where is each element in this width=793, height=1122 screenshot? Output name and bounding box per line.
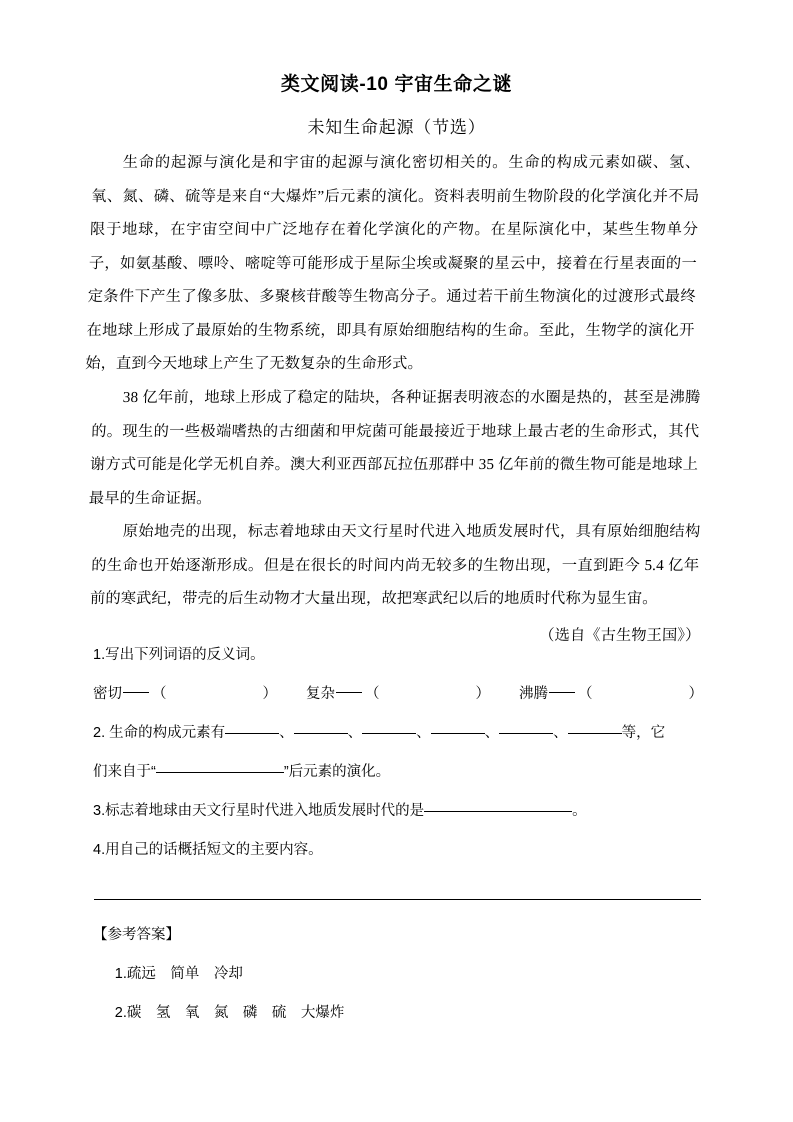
question-2-separator: 、 bbox=[279, 725, 294, 741]
questions-section bbox=[93, 636, 703, 870]
question-2-blank-1[interactable] bbox=[225, 733, 279, 734]
page-title: 类文阅读-10 宇宙生命之谜 bbox=[280, 74, 513, 95]
question-2-blank-5[interactable] bbox=[499, 733, 553, 734]
question-2-separator: 、 bbox=[347, 725, 363, 741]
antonym-paren-close-1: ） bbox=[262, 686, 277, 702]
answers-heading: 【参考答案】 bbox=[93, 927, 180, 943]
question-2-blank-6[interactable] bbox=[568, 733, 622, 734]
question-3 bbox=[93, 792, 703, 831]
question-2-blank-2[interactable] bbox=[294, 733, 348, 734]
question-1 bbox=[93, 636, 703, 675]
antonym-word-1: 密切 bbox=[93, 686, 122, 702]
question-2-line2-suffix: ”后元素的演化。 bbox=[283, 764, 391, 780]
question-2-line2-prefix: 们来自于“ bbox=[93, 764, 156, 780]
question-3-tail: 。 bbox=[572, 803, 587, 819]
question-4 bbox=[93, 831, 703, 870]
antonym-paren-open-1: （ bbox=[152, 686, 167, 702]
antonym-paren-open-2: （ bbox=[365, 686, 380, 702]
question-2-separator: 、 bbox=[416, 725, 431, 741]
antonym-word-2: 复杂 bbox=[306, 686, 335, 702]
question-2-line-2 bbox=[93, 753, 703, 792]
question-4-number: 4. bbox=[93, 842, 106, 858]
dash-connector-icon bbox=[549, 692, 575, 693]
answers-section bbox=[93, 916, 703, 1033]
article-body bbox=[85, 146, 701, 653]
section-divider bbox=[94, 899, 701, 900]
question-1-text: 写出下列词语的反义词。 bbox=[105, 647, 265, 663]
dash-connector-icon bbox=[123, 692, 149, 693]
question-3-blank[interactable] bbox=[424, 811, 572, 812]
article-subtitle: 未知生命起源（节选） bbox=[307, 118, 486, 137]
question-1-answer-row bbox=[93, 675, 703, 714]
question-2-number: 2. bbox=[93, 725, 106, 741]
question-3-number: 3. bbox=[93, 803, 106, 819]
question-1-number: 1. bbox=[93, 647, 106, 663]
dash-connector-icon bbox=[336, 692, 362, 693]
antonym-paren-close-3: ） bbox=[688, 686, 703, 702]
answer-item-1: 1.疏远 简单 冷却 bbox=[114, 966, 243, 982]
question-4-text: 用自己的话概括短文的主要内容。 bbox=[105, 842, 323, 858]
article-paragraph: 生命的起源与演化是和宇宙的起源与演化密切相关的。生命的构成元素如碳、氢、氧、氮、磷、硫等是来自“大爆炸”后元素的演化。资料表明前生物阶段的化学演化并不局限于地球，在宇宙空间中广泛地存在着化学演化的产物。在星际演化中，某些生物单分子，如氨基酸、嘌呤、嘧啶等可能形成于星际尘埃或凝聚的星云中，接着在行星表面的一定条件下产生了像多肽、多聚核苷酸等生物高分子。通过若干前生物演化的过渡形式最终在地球上形成了最原始的生物系统，即具有原始细胞结构的生命。至此，生物学的演化开始，直到今天地球上产生了无数复杂的生命形式。 bbox=[85, 154, 701, 372]
question-2-blank-7[interactable] bbox=[156, 772, 284, 773]
antonym-paren-close-2: ） bbox=[475, 686, 490, 702]
question-3-text: 标志着地球由天文行星时代进入地质发展时代的是 bbox=[105, 803, 425, 819]
question-2-separator: 、 bbox=[484, 725, 500, 741]
antonym-pair-3 bbox=[519, 675, 703, 714]
question-2-blank-4[interactable] bbox=[431, 733, 485, 734]
antonym-pair-2 bbox=[306, 675, 490, 714]
question-2-separator: 、 bbox=[553, 725, 568, 741]
question-2-tail-text: 等，它 bbox=[621, 725, 666, 741]
antonym-paren-open-3: （ bbox=[578, 686, 593, 702]
antonym-word-3: 沸腾 bbox=[519, 686, 548, 702]
article-paragraph: 原始地壳的出现，标志着地球由天文行星时代进入地质发展时代，具有原始细胞结构的生命也开始逐渐形成。但是在很长的时间内尚无较多的生物出现，一直到距今 5.4 亿年前的寒武纪，带壳的后生动物才大量出现，故把寒武纪以后的地质时代称为显生宙。 bbox=[89, 522, 701, 607]
article-source-attribution: （选自《古生物王国》） bbox=[539, 627, 701, 644]
answer-item-2: 2.碳 氢 氧 氮 磷 硫 大爆炸 bbox=[114, 1005, 345, 1021]
question-2-blank-3[interactable] bbox=[362, 733, 416, 734]
antonym-pair-1 bbox=[93, 675, 277, 714]
article-paragraph: 38 亿年前，地球上形成了稳定的陆块，各种证据表明液态的水圈是热的，甚至是沸腾的。现生的一些极端嗜热的古细菌和甲烷菌可能最接近于地球上最古老的生命形式，其代谢方式可能是化学无机自养。澳大利亚西部瓦拉伍那群中 35 亿年前的微生物可能是地球上最早的生命证据。 bbox=[88, 388, 701, 506]
question-2-lead-text: 生命的构成元素有 bbox=[109, 725, 226, 741]
question-2 bbox=[93, 714, 703, 753]
